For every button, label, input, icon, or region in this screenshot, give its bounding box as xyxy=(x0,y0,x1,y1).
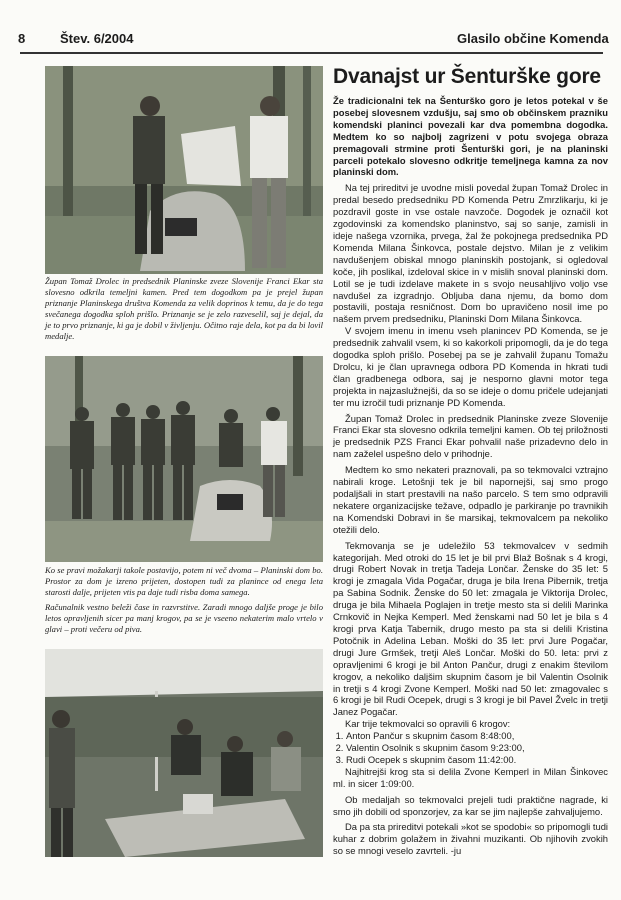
article-body xyxy=(333,95,608,857)
closing-paragraph: Ob medaljah so tekmovalci prejeli tudi praktične nagrade, ki smo jih dobili od sponzorjev, za kar se jim najlepše zahvaljujemo. xyxy=(333,793,608,817)
page-header xyxy=(0,31,621,51)
publication-name: Glasilo občine Komenda xyxy=(457,31,609,46)
page-number: 8 xyxy=(18,31,26,46)
article-paragraph: Na tej prireditvi je uvodne misli povedal župan Tomaž Drolec in predal besedo predsedniku PD Komenda Petru Zmrzlikarju, ki je pozdravil goste in vse ostale navzoče. Dogodek je označil kot zgodovinski za komendsko planinstvo, saj so sanje, zamisli in ideje našega vzornika, prvega, žal že pokojnega predsednika PD Komenda Milana Šinkovca, postale dejstvo. Milan je z velikim navdušenjem obiskal mnogo planinskih postojank, si ogledoval koče, jih poslikal, izdeloval skice in v mislih snoval planinski dom. Lotil se je tudi izdelave makete in s svojo neusahljivo voljo vse navdušel za izgradnjo. Obljuba dana njemu, da bomo dom postavili, postaja resničnost. Dom bo upravičeno nosil ime po našem prvem predsedniku, Planinski Dom Milana Šinkovca. xyxy=(333,182,608,325)
article-lead: Že tradicionalni tek na Šenturško goro je letos potekal v še posebej slovesnem vzdušju, saj smo ob občinskem prazniku komendski planinci povezali kar dva pomembna dogodka. Medtem ko so najbolj zagrizeni v potu svojega obraza premagovali strmine proti Šenturški gori, je na planinski parceli potekalo slovesno odkritje temeljnega kamna za nov planinski dom. xyxy=(333,95,608,178)
ranking-item: 2. Valentin Osolnik s skupnim časom 9:23:00, xyxy=(346,742,608,754)
article-paragraph: Župan Tomaž Drolec in predsednik Planinske zveze Slovenije Franci Ekar sta slovesno odkrila temeljni kamen. Ob tej priložnosti je predsednik PZS Franci Ekar pohvalil naše prizadevno delo in nam zaželel uspešno delo v prihodnje. xyxy=(333,412,608,460)
issue-number: Štev. 6/2004 xyxy=(60,31,134,46)
caption-photo1: Župan Tomaž Drolec in predsednik Planinske zveze Slovenije Franci Ekar sta slovesno odkrila temeljni kamen. Pred tem dogodkom pa je prejel župan priznanje Planinskega društva Komenda za velik doprinos k temu, da je do tega svečanega dogodka sploh prišlo. Priznanje se je zelo razveselil, saj je dejal, da je to prvo priznanje, ki ga je dobil v življenju. Očitno raje dela, kot pa da bi lovil medalje. xyxy=(45,276,323,341)
header-rule xyxy=(20,52,603,54)
ranking-list xyxy=(333,730,608,766)
article-title: Dvanajst ur Šenturške gore xyxy=(333,65,601,88)
photo-group xyxy=(45,356,323,562)
article-paragraph: Medtem ko smo nekateri praznovali, pa so tekmovalci vztrajno nabirali kroge. Letošnji tek je bil napornejši, saj smo progo podaljšali in start prestavili na našo parcelo. S tem smo odpravili nekatere organizacijske težave, odpadlo je parkiranje po travnikih na Komendski Dobravi in še marsikaj, tekmovalcem pa nekoliko otežili delo. xyxy=(333,464,608,535)
ranking-item: 3. Rudi Ocepek s skupnim časom 11:42:00. xyxy=(346,754,608,766)
ranking-item: 1. Anton Pančur s skupnim časom 8:48:00, xyxy=(346,730,608,742)
ranking-intro: Kar trije tekmovalci so opravili 6 krogov: xyxy=(345,718,511,730)
caption-photo3: Računalnik vestno beleži čase in razvrstitve. Zaradi mnogo daljše proge je bilo letos opravljenih sicer pa manj krogov, pa se je vseeno nekaterim malo vrtelo v glavi – proti večeru od piva. xyxy=(45,602,323,634)
article-paragraph: V svojem imenu in imenu vseh planincev PD Komenda, se je predsednik zahvalil vsem, ki so kakorkoli pripomogli, da je do tega dogodka sploh prišlo. Posebej pa se je zahvalil županu Tomažu Drolcu, ki je član upravnega odbora PD Komenda in hkrati tudi član gradbenega odbora, saj je nesporno glavni motor tega projekta in najzaslužnejši, da so se ideje o domu pričele udejanjati ter mu izročil tudi priznanje PD Komenda. xyxy=(333,325,608,408)
photo-unveiling xyxy=(45,66,323,274)
caption-photo2: Ko se pravi možakarji takole postavijo, potem ni več dvoma – Planinski dom bo. Prostor za dom je izreno prijeten, dostopen tudi za planince od enega leta starosti dalje, prijeten vtis pa daje tudi risba doma samega. xyxy=(45,565,323,597)
closing-paragraph: Da pa sta prireditvi potekali »kot se spodobi« so pripomogli tudi kuhar z dobrim golažem in živahni muzikanti. Ob njihovih zvokih so se mnogi veselo zavrteli. -ju xyxy=(333,821,608,857)
ranking-note: Najhitrejši krog sta si delila Zvone Kemperl in Milan Šinkovec ml. in sicer 1:09:00. xyxy=(333,765,608,789)
article-paragraph: Tekmovanja se je udeležilo 53 tekmovalcev v sedmih kategorijah. Med otroki do 15 let je bil prvi Blaž Bošnak s 4 krogi, drugi Robert Novak in tretja Tadeja Lončar. Ženske do 35 let: 5 krogi je zmagala Vida Pogačar, druga je bila Irena Pibernik, tretja pa Sabina Sodnik. Ženske do 50 let: zmagala je Viktorija Drolec, druga je bila Mihaela Poglajen in tretje mesto sta si delili Marinka Crnkovič in Nejka Kemperl. Med ženskami nad 50 let je bila s 4 krogi prva Katja Tabernik, drugo mesto pa sta si delili Kristina Potočnik in Adelina Leban. Moški do 35 let: prvi Jure Pogačar, drugi Jure Grmšek, tretji Aleš Lončar. Moški do 50. leta: prvi z opravljenimi 6 krogi je bil Anton Pančur, drugi z enakim številom krogov, a nekoliko daljšim skupnim časom je bil Valentin Osolnik in tretji s 4 krogi Zvone Kemperl. Moški nad 50 let: zmagovalec s 6 krogi je bil Rudi Ocepek, drugi s 3 krogi je bil Pavel Žvelc in tretji Janez Pogačar. xyxy=(333,539,608,718)
photo-timing-tent xyxy=(45,649,323,857)
